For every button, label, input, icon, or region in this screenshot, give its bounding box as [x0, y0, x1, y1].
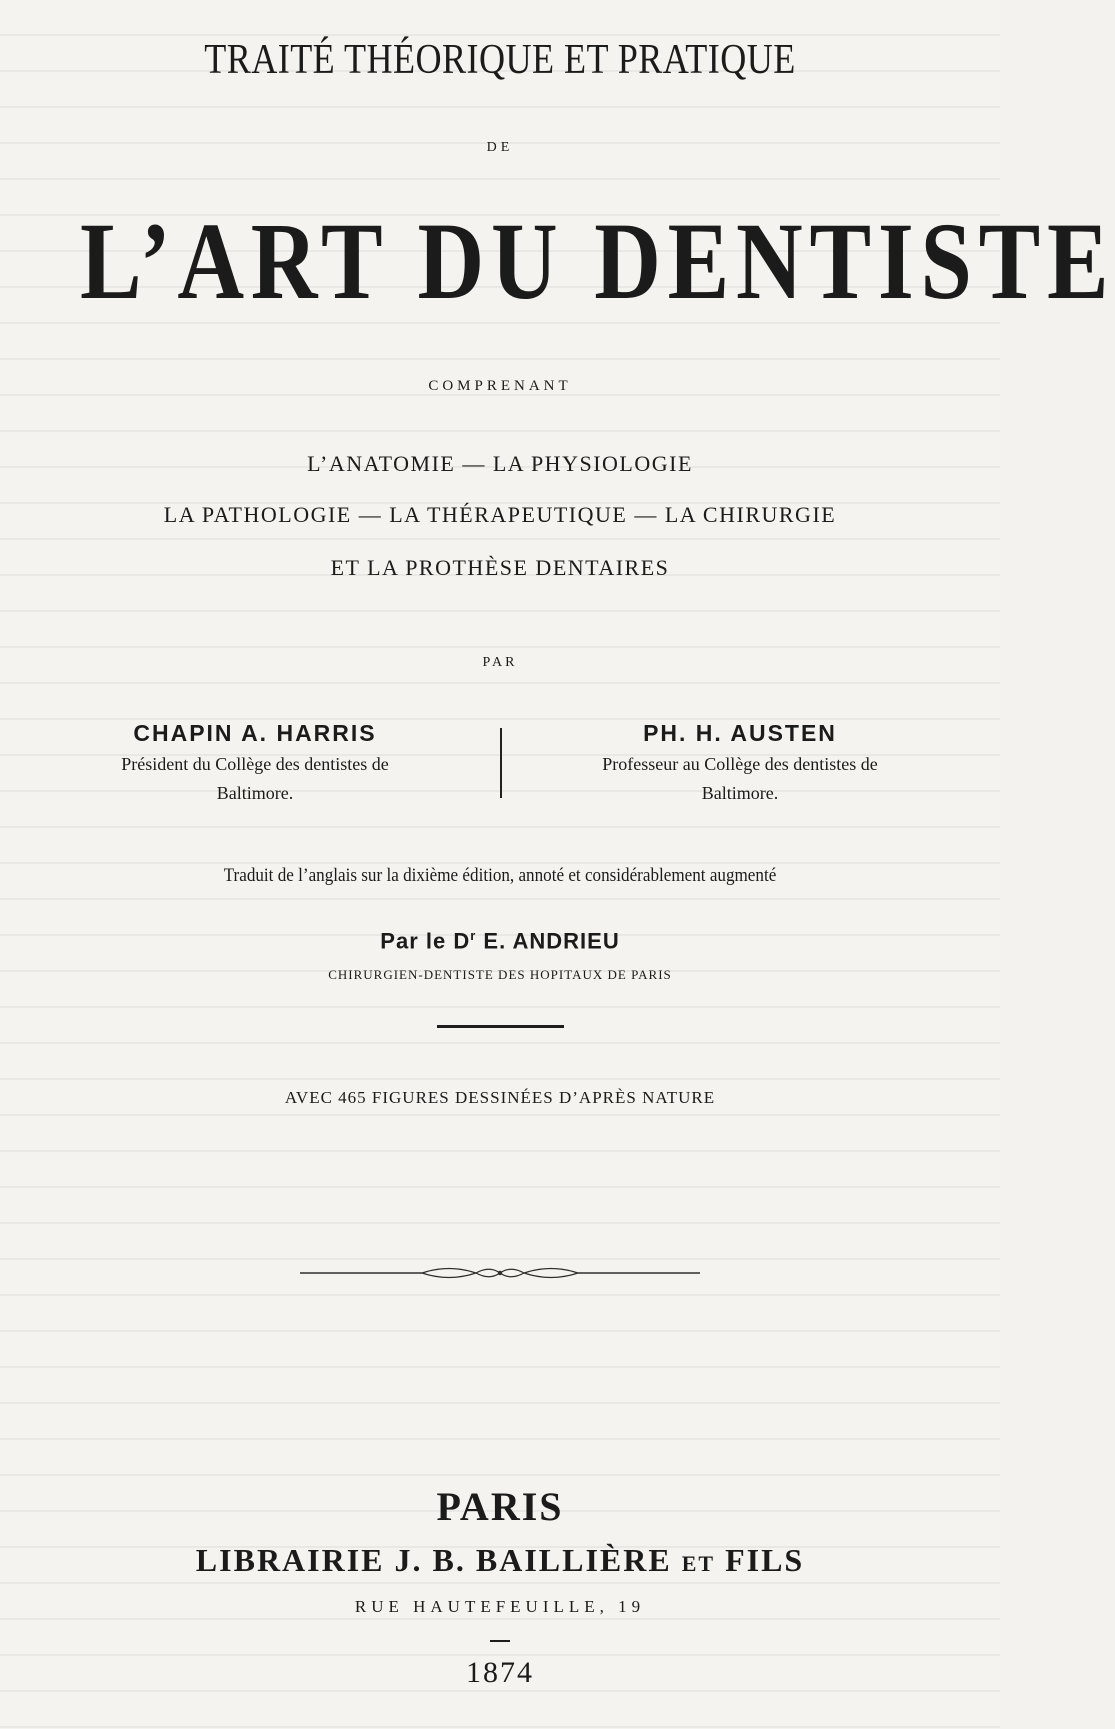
publisher-main: LIBRAIRIE J. B. BAILLIÈRE	[195, 1542, 672, 1578]
author-role-right-line-1: Professeur au Collège des dentistes de	[602, 754, 878, 774]
subject-line-3: ET LA PROTHÈSE DENTAIRES	[330, 555, 670, 580]
subject-line-1: L’ANATOMIE — LA PHYSIOLOGIE	[307, 451, 693, 476]
short-rule	[437, 1025, 564, 1028]
author-role-left-line-1: Président du Collège des dentistes de	[121, 754, 389, 774]
ornament-divider	[300, 1258, 700, 1288]
figures-note: AVEC 465 FIGURES DESSINÉES D’APRÈS NATURE	[284, 1088, 716, 1107]
publisher-address: RUE HAUTEFEUILLE, 19	[354, 1597, 646, 1616]
annotator-title: CHIRURGIEN-DENTISTE DES HOPITAUX DE PARIS	[328, 967, 672, 982]
annotator-prefix: Par le D	[380, 928, 471, 954]
publisher-line	[0, 1542, 1000, 1579]
mini-rule	[490, 1640, 510, 1642]
author-block-left	[50, 720, 460, 805]
de-word: DE	[486, 140, 514, 155]
comprenant-word: COMPRENANT	[428, 378, 572, 394]
city: PARIS	[436, 1484, 564, 1529]
author-role-right-line-2: Baltimore.	[701, 783, 779, 803]
author-block-right	[535, 720, 945, 805]
annotator-line	[0, 928, 1000, 954]
annotator-name: E. ANDRIEU	[483, 928, 620, 954]
top-title: TRAITÉ THÉORIQUE ET PRATIQUE	[204, 37, 796, 83]
publisher-connector: ET	[681, 1551, 716, 1576]
subject-line-2: LA PATHOLOGIE — LA THÉRAPEUTIQUE — LA CHIRURGIE	[163, 502, 837, 527]
publisher-suffix: FILS	[725, 1542, 805, 1578]
author-role-left-line-2: Baltimore.	[216, 783, 294, 803]
author-divider	[500, 728, 502, 798]
author-name-right: PH. H. AUSTEN	[643, 720, 837, 746]
translation-note: Traduit de l’anglais sur la dixième édition, annoté et considérablement augmenté	[223, 865, 777, 886]
annotator-superscript: r	[470, 928, 477, 943]
main-title: L’ART DU DENTISTE	[80, 200, 1115, 322]
author-name-left: CHAPIN A. HARRIS	[133, 720, 377, 746]
publication-year: 1874	[466, 1656, 534, 1689]
par-word: PAR	[482, 655, 518, 670]
